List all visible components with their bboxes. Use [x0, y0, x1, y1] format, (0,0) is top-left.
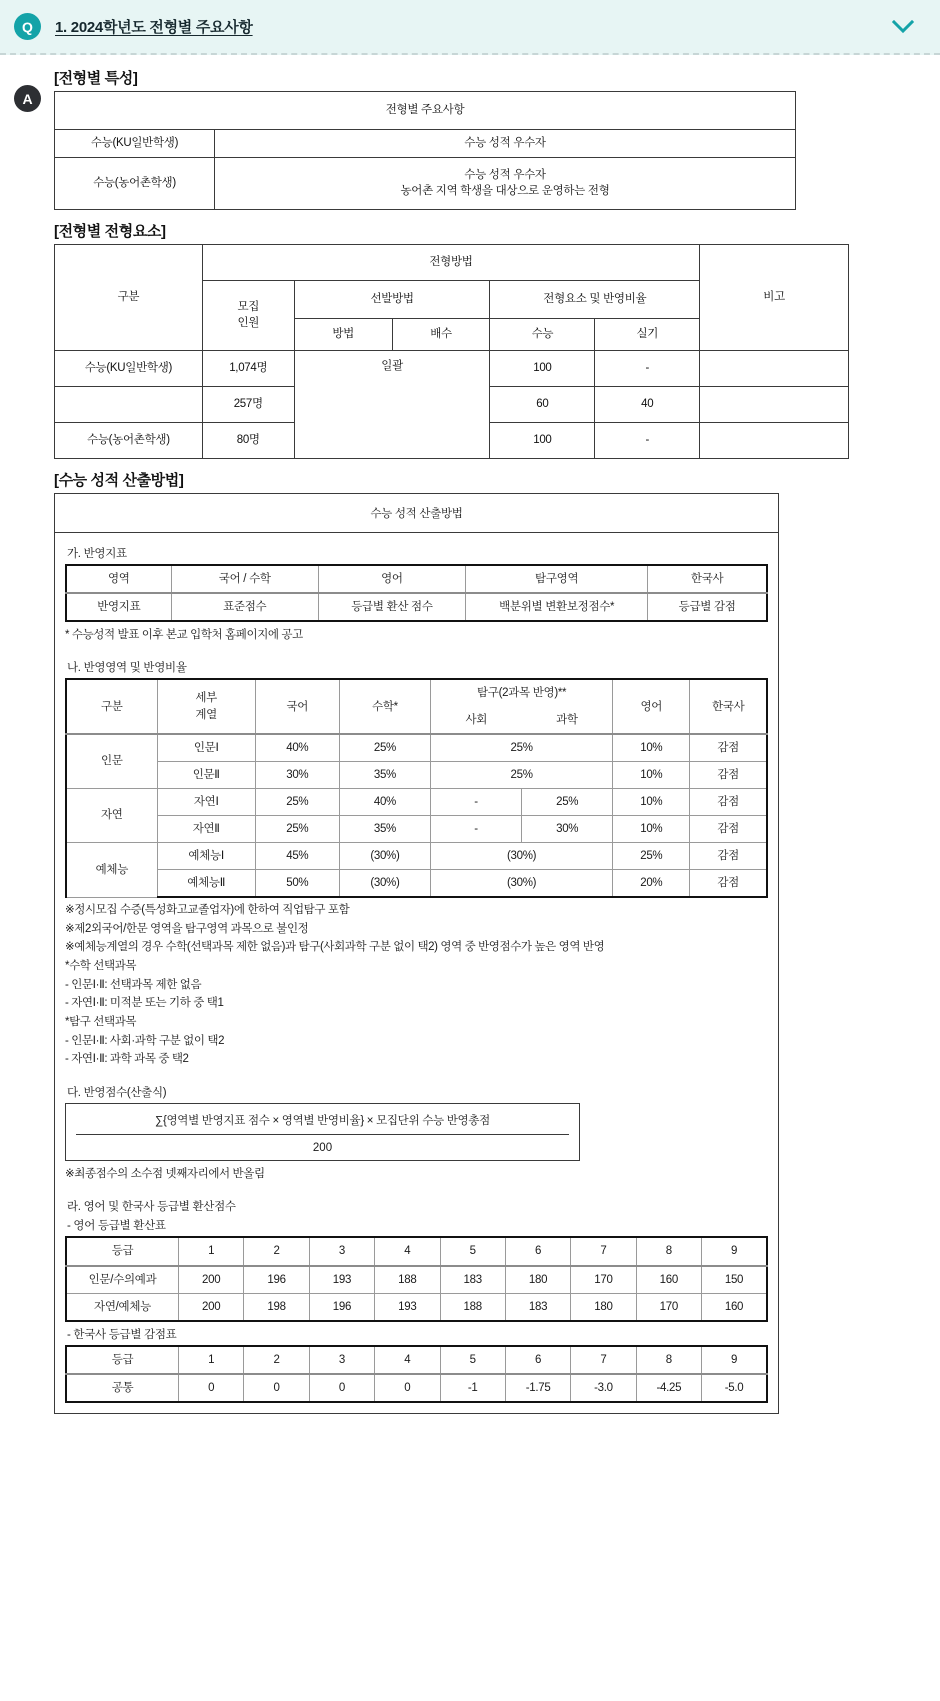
table-row [66, 734, 767, 762]
cell-suneung: 60 [490, 386, 595, 422]
table-row [55, 130, 796, 158]
cell-quota: 1,074명 [202, 350, 294, 386]
cell-practical: 40 [595, 386, 700, 422]
col-header-korean-math: 국어 / 수학 [171, 565, 318, 593]
note-item: - 인문Ⅰ·Ⅱ: 사회·과학 구분 없이 택2 [65, 1034, 225, 1047]
cell-remark [700, 350, 849, 386]
col-header-grade-1: 1 [179, 1346, 244, 1374]
cell-deduction: -1 [440, 1374, 505, 1402]
cell-remark [700, 386, 849, 422]
col-header-grade-7: 7 [571, 1346, 636, 1374]
table-header-row [66, 679, 767, 706]
cell-quota: 257명 [202, 386, 294, 422]
col-header-grade-8: 8 [636, 1237, 701, 1265]
cell-math: 25% [339, 734, 430, 762]
col-header-inquiry: 탐구영역 [466, 565, 648, 593]
cell-history: 감점 [690, 761, 767, 788]
note-item: - 인문Ⅰ·Ⅱ: 선택과목 제한 없음 [65, 978, 202, 991]
section-heading-elements: [전형별 전형요소] [54, 222, 166, 240]
cell-english: 10% [613, 788, 690, 815]
cell-inquiry: (30%) [430, 843, 612, 870]
cell-korean: 25% [255, 788, 339, 815]
cell-selection-method: 일괄 [294, 350, 490, 458]
faq-answer-body [0, 55, 940, 1444]
formula-numerator: ∑{영역별 반영지표 점수 × 영역별 반영비율} × 모집단위 수능 반영총점 [76, 1112, 569, 1135]
cell-detail: 인문Ⅱ [157, 761, 255, 788]
notes-ratios [65, 901, 768, 1069]
col-header-grade-8: 8 [636, 1346, 701, 1374]
col-header-method: 전형방법 [202, 244, 699, 280]
col-header-detail [157, 679, 255, 733]
row-header-common: 공통 [66, 1374, 179, 1402]
cell-indicator-english: 등급별 환산 점수 [318, 593, 465, 621]
col-header-remark: 비고 [700, 244, 849, 350]
col-header-math: 수학* [339, 679, 430, 733]
table-header-row [66, 565, 767, 593]
cell-math: (30%) [339, 843, 430, 870]
table-header-row [55, 244, 849, 280]
cell-rural-desc-line2: 농어촌 지역 학생을 대상으로 운영하는 전형 [400, 185, 610, 198]
note-item: *탐구 선택과목 [65, 1015, 137, 1028]
row-header-rural: 수능(농어촌학생) [55, 157, 215, 209]
cell-score: 196 [244, 1266, 309, 1294]
col-header-gubun: 구분 [55, 244, 203, 350]
table-title-cell: 전형별 주요사항 [55, 92, 796, 130]
cell-detail: 인문Ⅰ [157, 734, 255, 762]
subsection-label-conversion: 라. 영어 및 한국사 등급별 환산점수 [67, 1201, 236, 1214]
cell-math: 40% [339, 788, 430, 815]
col-header-grade-6: 6 [505, 1346, 570, 1374]
row-header-natural-arts: 자연/예체능 [66, 1293, 179, 1321]
col-header-grade-1: 1 [179, 1237, 244, 1265]
note-item: *수학 선택과목 [65, 960, 137, 973]
table-history-deduction [65, 1345, 768, 1403]
cell-gubun [55, 386, 203, 422]
cell-score: 170 [636, 1293, 701, 1321]
col-header-grade-2: 2 [244, 1346, 309, 1374]
cell-deduction: -4.25 [636, 1374, 701, 1402]
cell-score: 170 [571, 1266, 636, 1294]
table-row [66, 815, 767, 842]
cell-korean: 45% [255, 843, 339, 870]
table-row [66, 788, 767, 815]
cell-practical: - [595, 350, 700, 386]
cell-deduction: -5.0 [702, 1374, 768, 1402]
col-header-detail-line2: 계열 [195, 708, 217, 721]
page-title[interactable]: 1. 2024학년도 전형별 주요사항 [55, 19, 253, 36]
cell-score: 180 [505, 1266, 570, 1294]
cell-math: 35% [339, 761, 430, 788]
cell-gubun: 수능(농어촌학생) [55, 422, 203, 458]
cell-deduction: 0 [244, 1374, 309, 1402]
cell-history: 감점 [690, 815, 767, 842]
cell-ku-general-desc: 수능 성적 우수자 [215, 130, 796, 158]
formula-box [65, 1103, 580, 1161]
answer-badge: A [14, 85, 41, 112]
cell-indicator-inquiry: 백분위별 변환보정점수* [466, 593, 648, 621]
cell-indicator-korean-math: 표준점수 [171, 593, 318, 621]
cell-detail: 예체능Ⅰ [157, 843, 255, 870]
col-header-grade-5: 5 [440, 1346, 505, 1374]
row-header-ku-general: 수능(KU일반학생) [55, 130, 215, 158]
caption-english-conversion: - 영어 등급별 환산표 [67, 1220, 166, 1233]
table-reflection-indicators [65, 564, 768, 622]
cell-score: 196 [309, 1293, 374, 1321]
cell-suneung: 100 [490, 350, 595, 386]
cell-english: 20% [613, 870, 690, 898]
cell-english: 10% [613, 761, 690, 788]
table-row [55, 92, 796, 130]
col-header-quota-line1: 모집 [237, 300, 260, 313]
col-header-practical: 실기 [595, 318, 700, 350]
cell-rural-desc-line1: 수능 성적 우수자 [464, 168, 546, 181]
table-english-conversion [65, 1236, 768, 1321]
faq-question-header[interactable] [0, 0, 940, 55]
section-heading-characteristics: [전형별 특성] [54, 70, 138, 87]
cell-score: 183 [440, 1266, 505, 1294]
col-header-quota-line2: 인원 [237, 317, 260, 330]
cell-history: 감점 [690, 870, 767, 898]
col-header-history: 한국사 [648, 565, 767, 593]
col-header-gubun: 구분 [66, 679, 157, 733]
chevron-down-icon[interactable] [892, 20, 914, 34]
cell-history: 감점 [690, 734, 767, 762]
col-header-suneung: 수능 [490, 318, 595, 350]
cell-suneung: 100 [490, 422, 595, 458]
note-item: - 자연Ⅰ·Ⅱ: 과학 과목 중 택2 [65, 1053, 189, 1066]
cell-korean: 25% [255, 815, 339, 842]
cell-gubun: 수능(KU일반학생) [55, 350, 203, 386]
cell-inquiry: 25% [430, 761, 612, 788]
note-item: ※정시모집 수증(특성화고교졸업자)에 한하여 직업탐구 포함 [65, 904, 350, 917]
table-row [66, 593, 767, 621]
cell-score: 180 [571, 1293, 636, 1321]
caption-history-deduction: - 한국사 등급별 감점표 [67, 1328, 177, 1341]
table-reflection-ratios [65, 678, 768, 898]
cell-score: 198 [244, 1293, 309, 1321]
table-row [66, 1266, 767, 1294]
table-row [66, 1293, 767, 1321]
col-header-korean: 국어 [255, 679, 339, 733]
col-header-grade-4: 4 [375, 1237, 440, 1265]
cell-deduction: -3.0 [571, 1374, 636, 1402]
panel-title: 수능 성적 산출방법 [55, 494, 778, 533]
cell-korean: 50% [255, 870, 339, 898]
cell-inquiry-science: 25% [522, 788, 613, 815]
col-header-grade-3: 3 [309, 1237, 374, 1265]
cell-score: 188 [440, 1293, 505, 1321]
table-row [66, 843, 767, 870]
table-row [55, 350, 849, 386]
cell-score: 193 [309, 1266, 374, 1294]
cell-korean: 30% [255, 761, 339, 788]
col-header-area: 영역 [66, 565, 171, 593]
cell-group-natural: 자연 [66, 788, 157, 842]
cell-score: 193 [375, 1293, 440, 1321]
cell-deduction: -1.75 [505, 1374, 570, 1402]
table-row [66, 870, 767, 898]
cell-history: 감점 [690, 843, 767, 870]
cell-detail: 예체능Ⅱ [157, 870, 255, 898]
col-header-detail-line1: 세부 [195, 692, 217, 705]
col-header-grade-2: 2 [244, 1237, 309, 1265]
col-header-grade-9: 9 [702, 1346, 768, 1374]
col-header-multiple: 배수 [392, 318, 490, 350]
cell-group-arts: 예체능 [66, 843, 157, 898]
col-header-how: 방법 [294, 318, 392, 350]
cell-group-humanities: 인문 [66, 734, 157, 789]
col-header-grade-9: 9 [702, 1237, 768, 1265]
formula-denominator: 200 [312, 1141, 333, 1154]
cell-score: 150 [702, 1266, 768, 1294]
cell-inquiry-science: 30% [522, 815, 613, 842]
row-header-indicator: 반영지표 [66, 593, 171, 621]
subsection-label-ratios: 나. 반영영역 및 반영비율 [67, 662, 187, 675]
cell-math: (30%) [339, 870, 430, 898]
panel-score-calculation [54, 493, 779, 1414]
col-header-grade-3: 3 [309, 1346, 374, 1374]
col-header-grade: 등급 [66, 1237, 179, 1265]
col-header-grade-7: 7 [571, 1237, 636, 1265]
cell-score: 160 [636, 1266, 701, 1294]
cell-remark [700, 422, 849, 458]
col-header-inquiry-science: 과학 [522, 707, 613, 734]
note-item: - 자연Ⅰ·Ⅱ: 미적분 또는 기하 중 택1 [65, 997, 224, 1010]
col-header-grade-5: 5 [440, 1237, 505, 1265]
table-admission-characteristics [54, 91, 796, 210]
cell-practical: - [595, 422, 700, 458]
table-header-row [66, 1346, 767, 1374]
cell-inquiry-social: - [430, 815, 521, 842]
cell-rural-desc [215, 157, 796, 209]
cell-english: 25% [613, 843, 690, 870]
cell-deduction: 0 [309, 1374, 374, 1402]
cell-english: 10% [613, 734, 690, 762]
subsection-label-indicators: 가. 반영지표 [67, 547, 127, 560]
footnote-indicators: * 수능성적 발표 이후 본교 입학처 홈페이지에 공고 [65, 628, 303, 641]
col-header-inquiry-social: 사회 [430, 707, 521, 734]
cell-quota: 80명 [202, 422, 294, 458]
cell-detail: 자연Ⅰ [157, 788, 255, 815]
cell-score: 200 [179, 1266, 244, 1294]
col-header-grade: 등급 [66, 1346, 179, 1374]
col-header-grade-6: 6 [505, 1237, 570, 1265]
cell-score: 183 [505, 1293, 570, 1321]
col-header-history: 한국사 [690, 679, 767, 733]
cell-detail: 자연Ⅱ [157, 815, 255, 842]
cell-inquiry: (30%) [430, 870, 612, 898]
col-header-inquiry: 탐구(2과목 반영)** [430, 679, 612, 706]
cell-english: 10% [613, 815, 690, 842]
col-header-element-ratio: 전형요소 및 반영비율 [490, 280, 700, 318]
cell-history: 감점 [690, 788, 767, 815]
section-heading-score-calculation: [수능 성적 산출방법] [54, 471, 184, 489]
table-row [66, 761, 767, 788]
cell-indicator-history: 등급별 감점 [648, 593, 767, 621]
cell-score: 200 [179, 1293, 244, 1321]
col-header-selection: 선발방법 [294, 280, 490, 318]
col-header-grade-4: 4 [375, 1346, 440, 1374]
question-badge: Q [14, 13, 41, 40]
cell-deduction: 0 [179, 1374, 244, 1402]
cell-score: 160 [702, 1293, 768, 1321]
subsection-label-formula: 다. 반영점수(산출식) [67, 1086, 167, 1099]
cell-math: 35% [339, 815, 430, 842]
col-header-english: 영어 [613, 679, 690, 733]
row-header-humanities-vet: 인문/수의예과 [66, 1266, 179, 1294]
cell-korean: 40% [255, 734, 339, 762]
cell-inquiry: 25% [430, 734, 612, 762]
cell-deduction: 0 [375, 1374, 440, 1402]
note-item: ※예체능계열의 경우 수학(선택과목 제한 없음)과 탐구(사회과학 구분 없이 택2) 영역 중 반영점수가 높은 영역 반영 [65, 941, 605, 954]
table-row [55, 157, 796, 209]
cell-inquiry-social: - [430, 788, 521, 815]
table-header-row [66, 1237, 767, 1265]
col-header-quota [202, 280, 294, 350]
note-item: ※제2외국어/한문 영역을 탐구영역 과목으로 불인정 [65, 922, 309, 935]
col-header-english: 영어 [318, 565, 465, 593]
table-row [66, 1374, 767, 1402]
cell-score: 188 [375, 1266, 440, 1294]
note-rounding: ※최종점수의 소수점 넷째자리에서 반올림 [65, 1167, 265, 1180]
table-admission-elements [54, 244, 849, 459]
